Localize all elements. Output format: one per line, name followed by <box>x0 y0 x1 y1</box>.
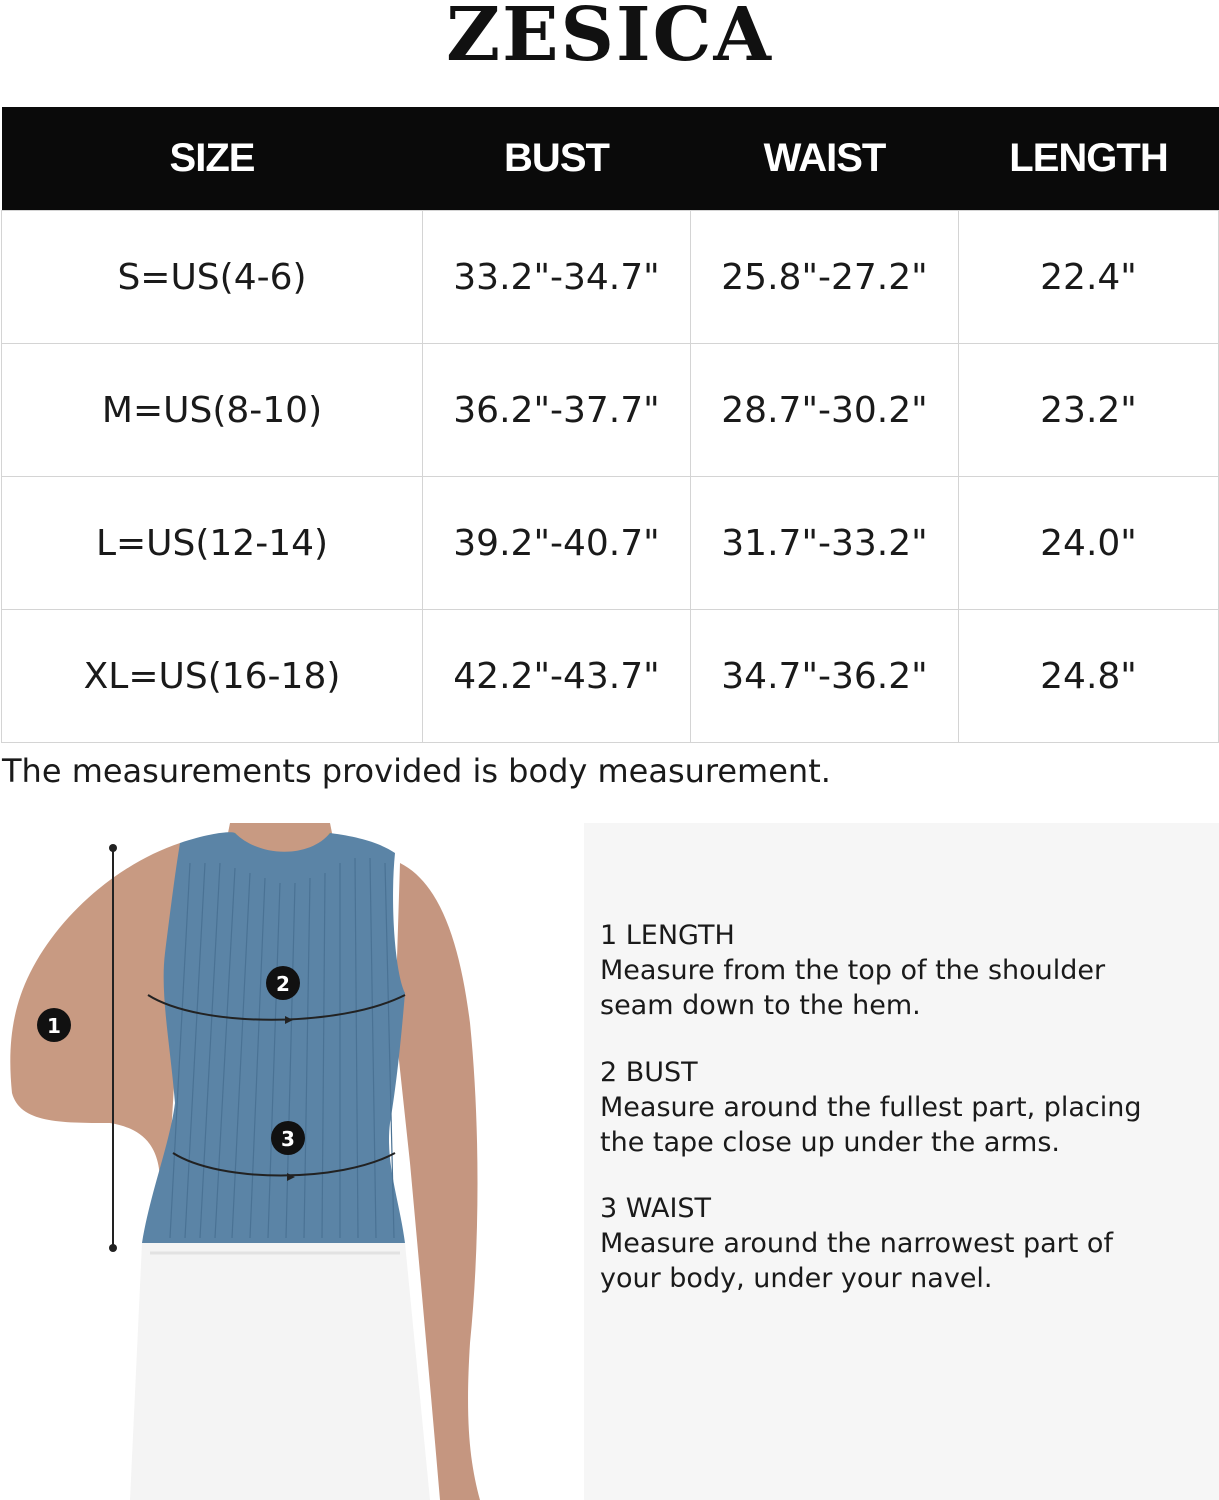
table-row <box>2 477 1219 610</box>
waist-cell: 31.7"-33.2" <box>691 477 959 610</box>
guide-line: Measure around the narrowest part of <box>600 1228 1113 1259</box>
guide-title: 3 WAIST <box>600 1193 712 1224</box>
guide-line: the tape close up under the arms. <box>600 1127 1060 1158</box>
guide-line: Measure around the fullest part, placing <box>600 1092 1142 1123</box>
guide-waist <box>600 1191 1200 1296</box>
guide-line: seam down to the hem. <box>600 990 921 1021</box>
tank-top-shape <box>142 832 405 1243</box>
bust-cell: 39.2"-40.7" <box>423 477 691 610</box>
length-marker <box>37 1008 71 1042</box>
marker-label: 1 <box>47 1014 61 1038</box>
waist-cell: 34.7"-36.2" <box>691 610 959 743</box>
model-photo <box>0 823 584 1500</box>
guide-line: your body, under your navel. <box>600 1263 993 1294</box>
header-length: LENGTH <box>959 107 1219 211</box>
header-size: SIZE <box>2 107 423 211</box>
size-chart-table <box>1 107 1219 743</box>
size-cell: L=US(12-14) <box>2 477 423 610</box>
waist-cell: 28.7"-30.2" <box>691 344 959 477</box>
bust-cell: 42.2"-43.7" <box>423 610 691 743</box>
guide-bust <box>600 1055 1200 1160</box>
waist-marker <box>271 1121 305 1155</box>
waist-cell: 25.8"-27.2" <box>691 211 959 344</box>
length-cell: 24.8" <box>959 610 1219 743</box>
length-cell: 24.0" <box>959 477 1219 610</box>
measurement-note: The measurements provided is body measurement. <box>2 752 831 790</box>
length-cell: 22.4" <box>959 211 1219 344</box>
brand-logo: ZESICA <box>446 0 773 78</box>
size-cell: S=US(4-6) <box>2 211 423 344</box>
size-cell: XL=US(16-18) <box>2 610 423 743</box>
guide-title: 2 BUST <box>600 1057 698 1088</box>
table-row <box>2 610 1219 743</box>
marker-label: 2 <box>276 972 290 996</box>
table-row <box>2 211 1219 344</box>
guide-length <box>600 918 1200 1023</box>
marker-label: 3 <box>281 1127 295 1151</box>
bust-cell: 36.2"-37.7" <box>423 344 691 477</box>
header-bust: BUST <box>423 107 691 211</box>
header-waist: WAIST <box>691 107 959 211</box>
length-cell: 23.2" <box>959 344 1219 477</box>
size-cell: M=US(8-10) <box>2 344 423 477</box>
guide-line: Measure from the top of the shoulder <box>600 955 1106 986</box>
guide-title: 1 LENGTH <box>600 920 735 951</box>
table-row <box>2 344 1219 477</box>
bust-marker <box>266 966 300 1000</box>
table-header-row <box>2 107 1219 211</box>
bust-cell: 33.2"-34.7" <box>423 211 691 344</box>
